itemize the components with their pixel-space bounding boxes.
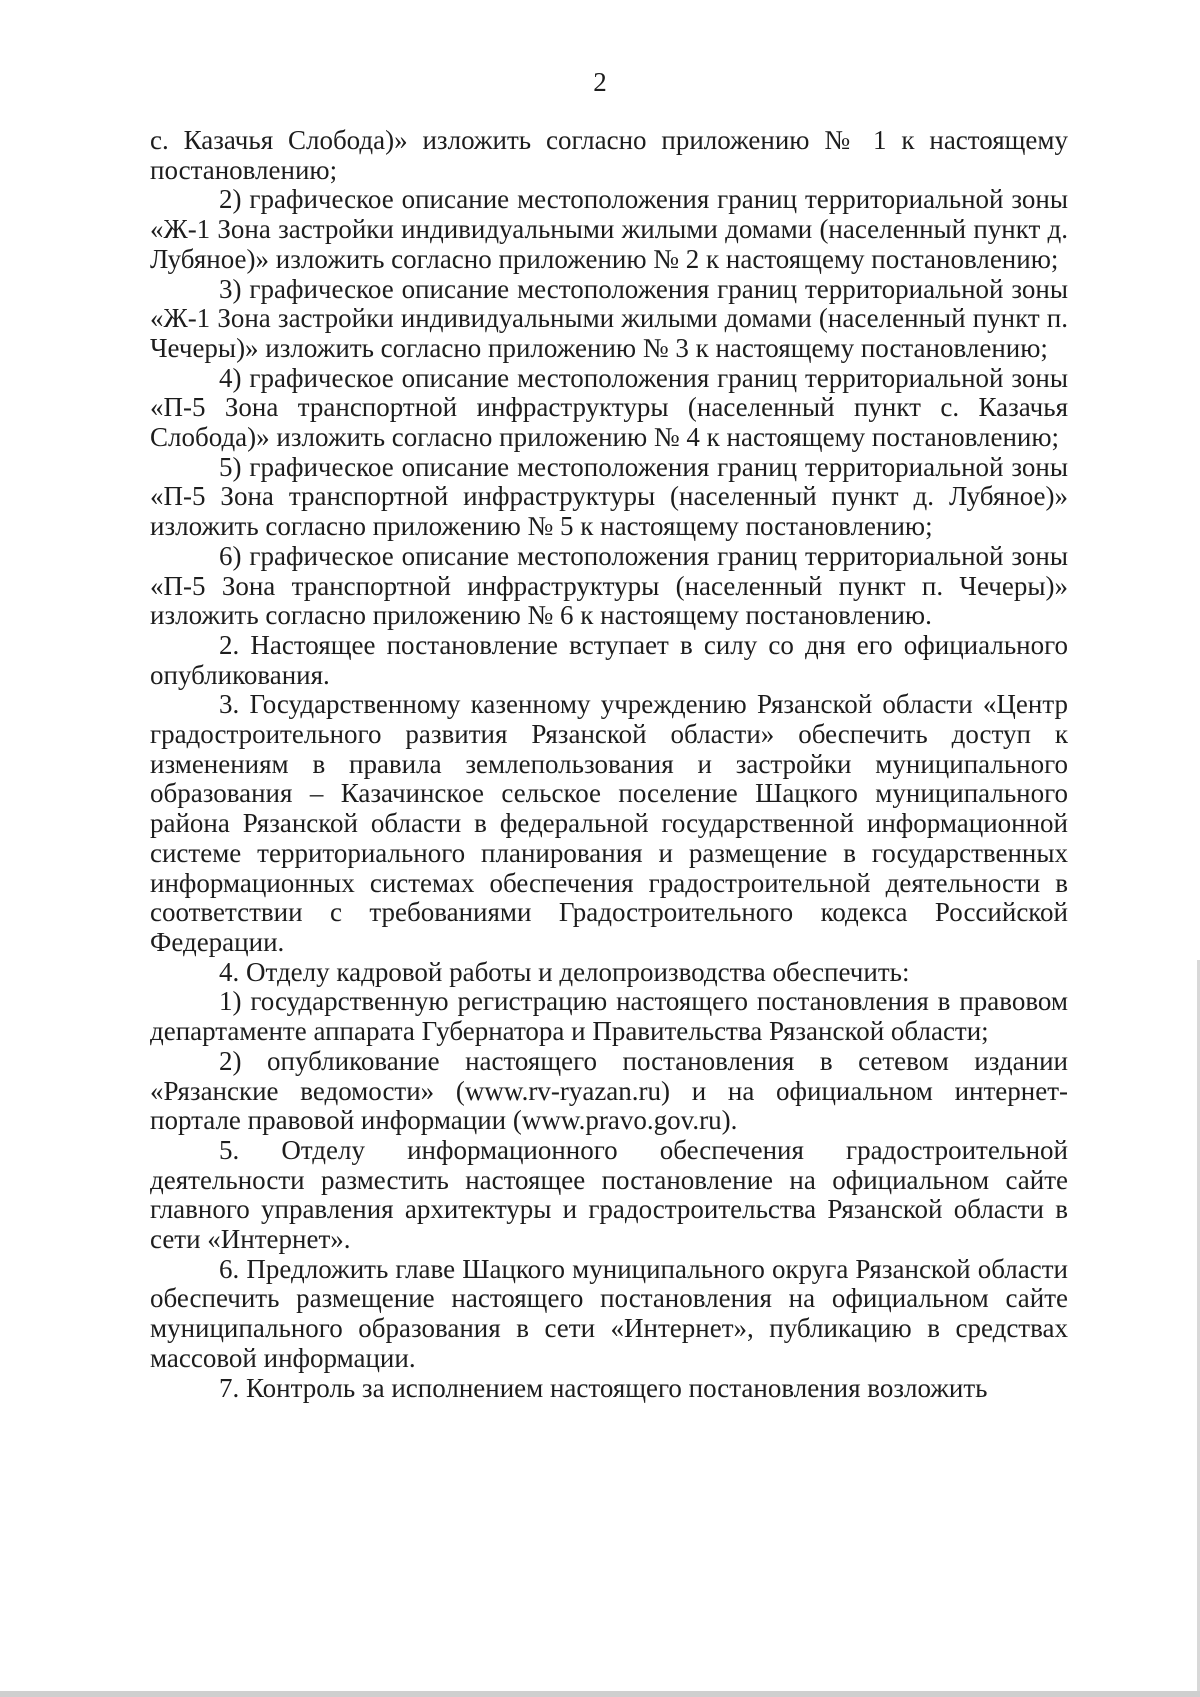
scan-edge-bottom: [0, 1691, 1200, 1697]
paragraph-item-5-p5-lubyanoe: 5) графическое описание местоположения границ территориальной зоны «П-5 Зона транспортной инфраструктуры (населенный пункт д. Лубяное)» изложить согласно приложению № 5 к настоящему постановлению;: [150, 451, 1068, 542]
paragraph-clause-6: 6. Предложить главе Шацкого муниципального округа Рязанской области обеспечить размещение настоящего постановления на официальном сайте муниципального образования в сети «Интернет», публикацию в средствах массовой информации.: [150, 1253, 1068, 1373]
paragraph-item-6-p5-chechery: 6) графическое описание местоположения границ территориальной зоны «П-5 Зона транспортной инфраструктуры (населенный пункт п. Чечеры)» изложить согласно приложению № 6 к настоящему постановлению.: [150, 540, 1068, 631]
paragraph-clause-7: 7. Контроль за исполнением настоящего постановления возложить: [219, 1372, 988, 1403]
paragraph-item-4-p5-kazachya-sloboda: 4) графическое описание местоположения границ территориальной зоны «П-5 Зона транспортной инфраструктуры (населенный пункт с. Казачья Слобода)» изложить согласно приложению № 4 к настоящему постановлению;: [150, 362, 1068, 453]
paragraph-clause-2: 2. Настоящее постановление вступает в силу со дня его официального опубликования.: [150, 629, 1068, 690]
page-number: 2: [593, 67, 607, 97]
paragraph-clause-3: 3. Государственному казенному учреждению Рязанской области «Центр градостроительного развития Рязанской области» обеспечить доступ к изменениям в правила землепользования и застройки муниципального образования – Казачинское сельское поселение Шацкого муниципального района Рязанской области в федеральной государственной информационной системе территориального планирования и размещение в государственных информационных системах обеспечения градостроительной деятельности в соответствии с требованиями Градостроительного кодекса Российской Федерации.: [150, 689, 1068, 957]
paragraph-clause-4: 4. Отделу кадровой работы и делопроизводства обеспечить:: [219, 956, 910, 987]
paragraph-item-2-zh1-lubyanoe: 2) графическое описание местоположения границ территориальной зоны «Ж-1 Зона застройки индивидуальными жилыми домами (населенный пункт д. Лубяное)» изложить согласно приложению № 2 к настоящему постановлению;: [150, 184, 1068, 274]
paragraph-clause-4-item-1: 1) государственную регистрацию настоящего постановления в правовом департаменте аппарата Губернатора и Правительства Рязанской области;: [150, 986, 1068, 1047]
document-body: [150, 126, 1068, 1403]
paragraph-clause-4-item-2: 2) опубликование настоящего постановления в сетевом издании «Рязанские ведомости» (www.rv-ryazan.ru) и на официальном интернет-портале правовой информации (www.pravo.gov.ru).: [150, 1045, 1068, 1136]
paragraph-clause-5: 5. Отделу информационного обеспечения градостроительной деятельности разместить настоящее постановление на официальном сайте главного управления архитектуры и градостроительства Рязанской области в сети «Интернет».: [150, 1134, 1068, 1255]
paragraph-continuation: с. Казачья Слобода)» изложить согласно приложению № 1 к настоящему постановлению;: [150, 125, 1068, 185]
paragraph-item-3-zh1-chechery: 3) графическое описание местоположения границ территориальной зоны «Ж-1 Зона застройки индивидуальными жилыми домами (населенный пункт п. Чечеры)» изложить согласно приложению № 3 к настоящему постановлению;: [150, 273, 1068, 363]
